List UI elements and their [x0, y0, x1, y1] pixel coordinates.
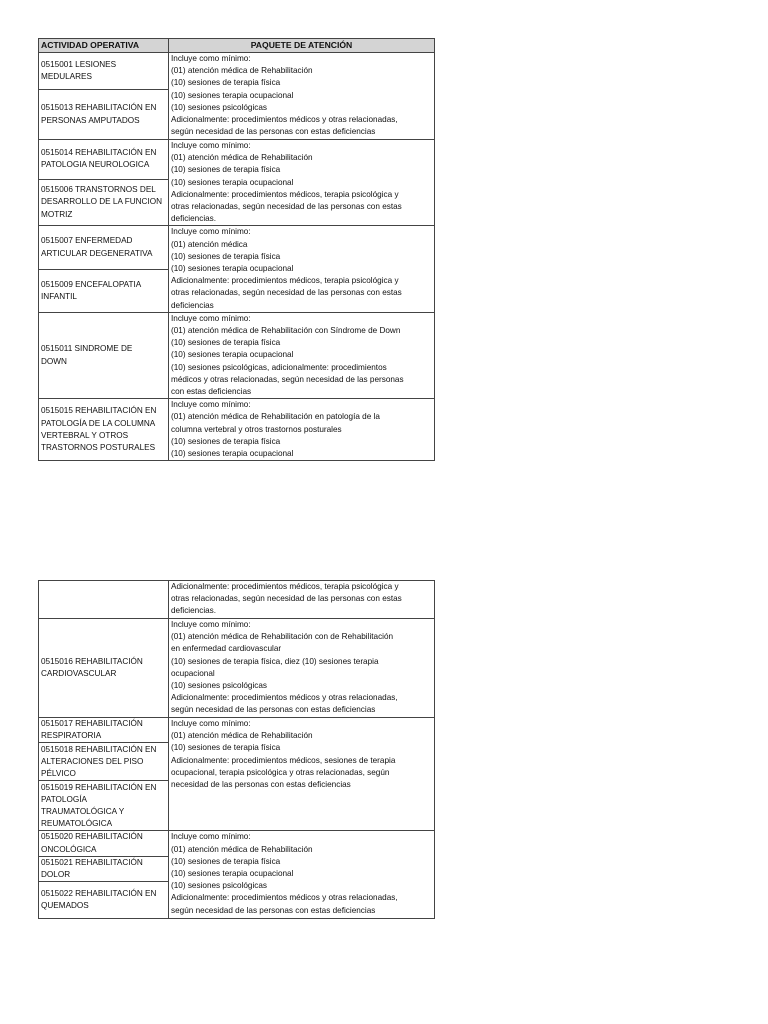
package-cell	[169, 140, 435, 226]
cell-text-line: (10) sesiones terapia ocupacional	[171, 869, 294, 879]
activity-cell	[39, 53, 169, 90]
cell-text-line: INFANTIL	[41, 291, 77, 301]
package-cell	[169, 226, 435, 312]
cell-text-line: Adicionalmente: procedimientos médicos y otras relacionadas,	[171, 893, 398, 903]
cell-text-line: PÉLVICO	[41, 769, 76, 778]
cell-text-line: MOTRIZ	[41, 209, 73, 219]
cell-text-line: Incluye como mínimo:	[171, 54, 251, 63]
cell-text-line: médicos y otras relacionadas, según necesidad de las personas	[171, 374, 404, 384]
cell-text-line: Incluye como mínimo:	[171, 832, 251, 842]
activity-cell	[39, 831, 169, 856]
cell-text-line: ARTICULAR DEGENERATIVA	[41, 248, 153, 258]
cell-text-line: 0515007 ENFERMEDAD	[41, 236, 133, 246]
cell-text-line: RESPIRATORIA	[41, 731, 102, 741]
cell-text-line: Adicionalmente: procedimientos médicos, terapia psicológica y	[171, 189, 399, 199]
cell-text-line: otras relacionadas, según necesidad de las personas con estas	[171, 594, 402, 604]
cell-text-line: (10) sesiones terapia ocupacional	[171, 350, 294, 360]
cell-text-line: (01) atención médica de Rehabilitación con Síndrome de Down	[171, 326, 401, 336]
activity-cell	[39, 269, 169, 312]
cell-text-line: Adicionalmente: procedimientos médicos, sesiones de terapia	[171, 755, 396, 765]
cell-text-line: (10) sesiones psicológicas	[171, 681, 268, 691]
cell-text-line: Adicionalmente: procedimientos médicos y otras relacionadas,	[171, 693, 398, 703]
activity-cell	[39, 882, 169, 919]
cell-text-line: (01) atención médica	[171, 239, 248, 249]
table-row	[39, 399, 435, 461]
cell-text-line: PATOLOGÍA	[41, 794, 87, 804]
cell-text-line: (10) sesiones psicológicas	[171, 881, 268, 891]
package-cell	[169, 831, 435, 919]
rehab-table-part-2	[38, 580, 435, 919]
activity-cell	[39, 90, 169, 140]
cell-text-line: DOLOR	[41, 870, 71, 880]
table-row	[39, 619, 435, 718]
package-cell	[169, 53, 435, 140]
cell-text-line: Adicionalmente: procedimientos médicos, terapia psicológica y	[171, 582, 399, 591]
table-row	[39, 312, 435, 398]
package-cell	[169, 399, 435, 461]
cell-text-line: (01) atención médica de Rehabilitación con de Rehabilitación	[171, 632, 394, 642]
cell-text-line: (10) sesiones terapia ocupacional	[171, 264, 294, 274]
cell-text-line: (10) sesiones de terapia física	[171, 743, 281, 753]
table-row	[39, 718, 435, 743]
cell-text-line: PATOLOGÍA DE LA COLUMNA	[41, 418, 156, 428]
cell-text-line: DESARROLLO DE LA FUNCION	[41, 197, 163, 207]
cell-text-line: Incluye como mínimo:	[171, 719, 251, 728]
cell-text-line: (10) sesiones de terapia física	[171, 251, 281, 261]
activity-cell	[39, 856, 169, 881]
cell-text-line: 0515019 REHABILITACIÓN EN	[41, 782, 157, 792]
table-row	[39, 581, 435, 619]
cell-text-line: 0515014 REHABILITACIÓN EN	[41, 148, 157, 158]
cell-text-line: Incluye como mínimo:	[171, 620, 251, 629]
table-row	[39, 226, 435, 269]
cell-text-line: en enfermedad cardiovascular	[171, 644, 282, 654]
activity-cell	[39, 312, 169, 398]
cell-text-line: 0515011 SINDROME DE	[41, 344, 133, 354]
cell-text-line: (10) sesiones psicológicas, adicionalmente: procedimientos	[171, 362, 387, 372]
cell-text-line: (10) sesiones terapia ocupacional	[171, 449, 294, 459]
cell-text-line: ONCOLÓGICA	[41, 844, 97, 854]
cell-text-line: necesidad de las personas con estas deficiencias	[171, 780, 351, 790]
cell-text-line: (01) atención médica de Rehabilitación	[171, 66, 313, 76]
cell-text-line: 0515020 REHABILITACIÓN	[41, 832, 143, 842]
cell-text-line: Adicionalmente: procedimientos médicos, terapia psicológica y	[171, 276, 399, 286]
activity-cell	[39, 781, 169, 831]
cell-text-line: CARDIOVASCULAR	[41, 669, 117, 678]
cell-text-line: según necesidad de las personas con estas deficiencias	[171, 127, 376, 137]
cell-text-line: (01) atención médica de Rehabilitación	[171, 844, 313, 854]
package-cell	[169, 619, 435, 718]
cell-text-line: MEDULARES	[41, 72, 92, 81]
cell-text-line: (01) atención médica de Rehabilitación en patología de la	[171, 412, 380, 422]
cell-text-line: (10) sesiones terapia ocupacional	[171, 177, 294, 187]
cell-text-line: con estas deficiencias	[171, 387, 252, 397]
cell-text-line: (10) sesiones de terapia física	[171, 78, 281, 88]
cell-text-line: (01) atención médica de Rehabilitación	[171, 153, 313, 163]
package-cell	[169, 718, 435, 831]
cell-text-line: TRAUMATOLÓGICA Y	[41, 806, 125, 816]
cell-text-line: 0515018 REHABILITACIÓN EN	[41, 744, 157, 754]
cell-text-line: (10) sesiones de terapia física, diez (10) sesiones terapia	[171, 656, 379, 666]
cell-text-line: (01) atención médica de Rehabilitación	[171, 731, 313, 741]
cell-text-line: Adicionalmente: procedimientos médicos y otras relacionadas,	[171, 115, 398, 125]
table-row	[39, 140, 435, 180]
cell-text-line: deficiencias.	[171, 214, 217, 224]
cell-text-line: PERSONAS AMPUTADOS	[41, 115, 140, 125]
cell-text-line: Incluye como mínimo:	[171, 313, 251, 323]
cell-text-line: QUEMADOS	[41, 901, 89, 911]
cell-text-line: DOWN	[41, 356, 67, 366]
cell-text-line: 0515021 REHABILITACIÓN	[41, 857, 143, 867]
cell-text-line: 0515001 LESIONES	[41, 59, 117, 69]
package-cell	[169, 581, 435, 619]
activity-cell	[39, 140, 169, 180]
rehab-table-part-1	[38, 38, 435, 461]
cell-text-line: (10) sesiones de terapia física	[171, 856, 281, 866]
cell-text-line: (10) sesiones de terapia física	[171, 436, 281, 446]
activity-cell	[39, 399, 169, 461]
cell-text-line: otras relacionadas, según necesidad de las personas con estas	[171, 202, 402, 212]
cell-text-line: VERTEBRAL Y OTROS	[41, 430, 129, 440]
cell-text-line: 0515015 REHABILITACIÓN EN	[41, 406, 157, 416]
table-row	[39, 831, 435, 856]
cell-text-line: (10) sesiones psicológicas	[171, 102, 268, 112]
cell-text-line: deficiencias.	[171, 606, 217, 616]
activity-cell	[39, 718, 169, 743]
cell-text-line: Incluye como mínimo:	[171, 141, 251, 150]
package-cell	[169, 312, 435, 398]
cell-text-line: según necesidad de las personas con estas deficiencias	[171, 705, 376, 715]
cell-text-line: 0515017 REHABILITACIÓN	[41, 719, 143, 728]
cell-text-line: otras relacionadas, según necesidad de las personas con estas	[171, 288, 402, 298]
cell-text-line: Incluye como mínimo:	[171, 227, 251, 237]
cell-text-line: 0515016 REHABILITACIÓN	[41, 656, 143, 666]
cell-text-line: Incluye como mínimo:	[171, 400, 251, 410]
table-row	[39, 53, 435, 90]
cell-text-line: (10) sesiones de terapia física	[171, 338, 281, 348]
cell-text-line: 0515013 REHABILITACIÓN EN	[41, 103, 157, 113]
cell-text-line: (10) sesiones de terapia física	[171, 165, 281, 175]
column-header-actividad: ACTIVIDAD OPERATIVA	[39, 39, 169, 53]
activity-cell	[39, 619, 169, 718]
activity-cell	[39, 179, 169, 226]
cell-text-line: REUMATOLÓGICA	[41, 819, 113, 829]
cell-text-line: TRASTORNOS POSTURALES	[41, 442, 156, 452]
cell-text-line: ocupacional	[171, 668, 215, 678]
cell-text-line: PATOLOGIA NEUROLOGICA	[41, 160, 150, 170]
activity-cell	[39, 743, 169, 781]
cell-text-line: deficiencias	[171, 300, 214, 310]
cell-text-line: 0515022 REHABILITACIÓN EN	[41, 889, 157, 899]
cell-text-line: ocupacional, terapia psicológica y otras relacionadas, según	[171, 767, 390, 777]
cell-text-line: ALTERACIONES DEL PISO	[41, 756, 144, 766]
table-header-row	[39, 39, 435, 53]
activity-cell-empty	[39, 581, 169, 619]
cell-text-line: 0515006 TRANSTORNOS DEL	[41, 185, 156, 195]
column-header-paquete: PAQUETE DE ATENCIÓN	[169, 39, 435, 53]
cell-text-line: según necesidad de las personas con estas deficiencias	[171, 905, 376, 915]
cell-text-line: columna vertebral y otros trastornos posturales	[171, 424, 342, 434]
activity-cell	[39, 226, 169, 269]
cell-text-line: (10) sesiones terapia ocupacional	[171, 90, 294, 100]
cell-text-line: 0515009 ENCEFALOPATIA	[41, 279, 142, 289]
